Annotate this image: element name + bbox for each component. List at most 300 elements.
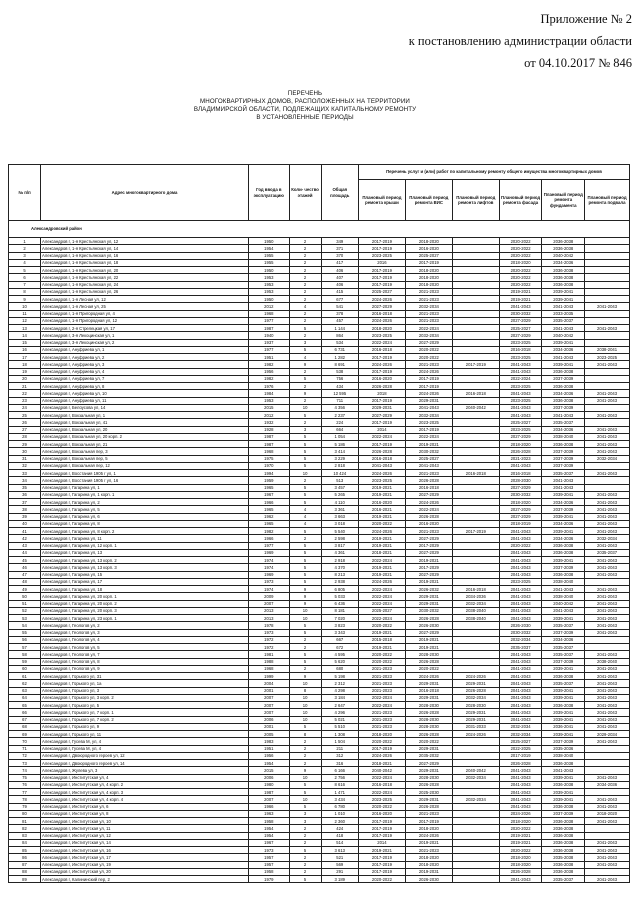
cell-area: 4 361	[321, 549, 358, 556]
cell-foundation: 2036-2038	[542, 803, 585, 810]
cell-engsys: 2023-2025	[405, 419, 452, 426]
cell-year: 1982	[249, 375, 290, 382]
cell-year: 1966	[249, 535, 290, 542]
cell-facade: 2041-2043	[499, 709, 542, 716]
cell-num: 27	[9, 426, 41, 433]
cell-foundation: 2041-2043	[542, 586, 585, 593]
table-row	[9, 368, 630, 375]
header-row-1	[9, 165, 630, 180]
cell-foundation: 2041-2043	[542, 484, 585, 491]
cell-year: 2007	[249, 796, 290, 803]
table-row	[9, 325, 630, 332]
cell-floors: 9	[289, 593, 321, 600]
cell-floors: 5	[289, 325, 321, 332]
cell-year: 1953	[249, 288, 290, 295]
cell-num: 28	[9, 433, 41, 440]
cell-foundation: 2039-2041	[542, 687, 585, 694]
table-row	[9, 491, 630, 498]
cell-area: 4 595	[321, 651, 358, 658]
table-row	[9, 832, 630, 839]
cell-facade: 2022-2024	[499, 375, 542, 382]
cell-foundation: 2041-2043	[542, 412, 585, 419]
table-row	[9, 455, 630, 462]
cell-foundation: 2039-2041	[542, 716, 585, 723]
cell-lift	[452, 651, 499, 658]
cell-roof: 2021-2023	[358, 709, 405, 716]
cell-roof: 2022-2024	[358, 615, 405, 622]
cell-num: 3	[9, 252, 41, 259]
cell-year: 1983	[249, 738, 290, 745]
cell-engsys: 2016-2020	[405, 245, 452, 252]
cell-foundation: 2037-2039	[542, 375, 585, 382]
cell-address: Александров г, Вокзальная ул, 20 корп. 2	[41, 433, 249, 440]
cell-lift	[452, 441, 499, 448]
cell-basement	[585, 752, 630, 759]
cell-lift: 2034-2036	[452, 593, 499, 600]
cell-basement	[585, 267, 630, 274]
cell-engsys: 2016-2018	[405, 484, 452, 491]
cell-floors: 10	[289, 607, 321, 614]
cell-area: 677	[321, 296, 358, 303]
cell-year: 2013	[249, 607, 290, 614]
cell-foundation: 2034-2036	[542, 426, 585, 433]
cell-address: Александров г, Гагарина ул, 20 корп. 2	[41, 600, 249, 607]
cell-foundation: 2036-2038	[542, 818, 585, 825]
cell-address: Александров г, Калининский пер, 2	[41, 876, 249, 883]
cell-floors: 5	[289, 528, 321, 535]
cell-roof: 2022-2024	[358, 702, 405, 709]
cell-year: 2012	[249, 412, 290, 419]
cell-num: 26	[9, 419, 41, 426]
table-row	[9, 281, 630, 288]
cell-roof: 2019-2021	[358, 644, 405, 651]
table-row	[9, 622, 630, 629]
cell-foundation: 2037-2039	[542, 462, 585, 469]
cell-floors: 3	[289, 426, 321, 433]
cell-floors: 5	[289, 578, 321, 585]
cell-lift	[452, 397, 499, 404]
cell-num: 48	[9, 578, 41, 585]
cell-facade: 2023-2025	[499, 397, 542, 404]
cell-year: 1987	[249, 789, 290, 796]
cell-basement: 2041-2043	[585, 593, 630, 600]
cell-foundation: 2035-2037	[542, 651, 585, 658]
cell-area: 10 424	[321, 470, 358, 477]
cell-floors: 5	[289, 622, 321, 629]
cell-basement: 2038-2040	[585, 658, 630, 665]
cell-lift	[452, 760, 499, 767]
cell-engsys: 2025-2030	[405, 789, 452, 796]
cell-floors: 9	[289, 586, 321, 593]
cell-year: 2005	[249, 731, 290, 738]
cell-address: Александров г, 1-я Лесная ул, 25	[41, 303, 249, 310]
cell-basement: 2041-2043	[585, 629, 630, 636]
cell-year: 1968	[249, 448, 290, 455]
cell-engsys: 2017-2019	[405, 259, 452, 266]
cell-num: 89	[9, 876, 41, 883]
table-row	[9, 578, 630, 585]
cell-basement: 2041-2043	[585, 680, 630, 687]
cell-foundation: 2036-2038	[542, 281, 585, 288]
cell-roof: 2017-2019	[358, 245, 405, 252]
cell-engsys: 2029-2031	[405, 694, 452, 701]
cell-facade: 2041-2043	[499, 368, 542, 375]
cell-roof: 2020-2022	[358, 622, 405, 629]
cell-address: Александров г, Гагарина ул, 11	[41, 535, 249, 542]
cell-roof: 2017-2019	[358, 281, 405, 288]
cell-floors: 9	[289, 673, 321, 680]
cell-roof: 2022-2024	[358, 593, 405, 600]
cell-num: 53	[9, 615, 41, 622]
cell-area: 1 504	[321, 738, 358, 745]
cell-floors: 2	[289, 477, 321, 484]
cell-area: 514	[321, 839, 358, 846]
cell-area: 1 144	[321, 325, 358, 332]
col-header-roof: Плановый период ремонта крыши	[358, 180, 405, 221]
cell-roof: 2017-2019	[358, 861, 405, 868]
cell-facade: 2021-2023	[499, 455, 542, 462]
cell-engsys: 2027-2029	[405, 549, 452, 556]
cell-address: Александров г, 1-я Крестьянская ул, 26	[41, 288, 249, 295]
table-row	[9, 571, 630, 578]
cell-area: 538	[321, 368, 358, 375]
cell-lift	[452, 506, 499, 513]
cell-lift	[452, 564, 499, 571]
cell-address: Александров г, Восстания 1905 г ул, 16	[41, 477, 249, 484]
cell-floors: 2	[289, 665, 321, 672]
cell-roof: 2040-2042	[358, 767, 405, 774]
cell-address: Александров г, Институтская ул, 20	[41, 868, 249, 875]
cell-year: 2007	[249, 694, 290, 701]
cell-lift	[452, 520, 499, 527]
cell-foundation: 2041-2043	[542, 767, 585, 774]
cell-roof: 2027-2029	[358, 303, 405, 310]
cell-facade: 2041-2043	[499, 789, 542, 796]
cell-year: 1932	[249, 419, 290, 426]
cell-address: Александров г, Горького ул, 1а	[41, 680, 249, 687]
cell-roof: 2019-2021	[358, 542, 405, 549]
cell-area: 5 510	[321, 723, 358, 730]
cell-area: 569	[321, 861, 358, 868]
cell-basement: 2041-2043	[585, 622, 630, 629]
col-header-foundation: Плановый период ремонта фундамента	[542, 180, 585, 221]
cell-engsys: 2018-2020	[405, 281, 452, 288]
cell-basement	[585, 296, 630, 303]
cell-floors: 5	[289, 629, 321, 636]
cell-engsys: 2016-2018	[405, 687, 452, 694]
cell-foundation: 2039-2041	[542, 288, 585, 295]
cell-num: 52	[9, 607, 41, 614]
cell-facade: 2018-2020	[499, 854, 542, 861]
cell-basement: 2041-2043	[585, 847, 630, 854]
cell-lift: 2032-2034	[452, 600, 499, 607]
cell-basement	[585, 419, 630, 426]
cell-area: 291	[321, 868, 358, 875]
cell-facade: 2016-2018	[499, 346, 542, 353]
cell-facade: 2041-2043	[499, 796, 542, 803]
table-row	[9, 861, 630, 868]
cell-facade: 2020-2022	[499, 238, 542, 245]
cell-area: 3 189	[321, 876, 358, 883]
cell-lift	[452, 267, 499, 274]
cell-lift	[452, 303, 499, 310]
cell-floors: 5	[289, 441, 321, 448]
table-row	[9, 651, 630, 658]
cell-num: 40	[9, 520, 41, 527]
cell-engsys: 2030-2032	[405, 448, 452, 455]
cell-address: Александров г, Гагарина ул, 17	[41, 578, 249, 585]
table-row	[9, 274, 630, 281]
table-row	[9, 868, 630, 875]
cell-facade: 2041-2043	[499, 767, 542, 774]
cell-facade: 2030-2032	[499, 310, 542, 317]
cell-lift	[452, 484, 499, 491]
cell-engsys: 2019-2021	[405, 644, 452, 651]
cell-engsys: 2027-2029	[405, 571, 452, 578]
cell-year: 1984	[249, 390, 290, 397]
cell-area: 521	[321, 854, 358, 861]
cell-foundation: 2036-2038	[542, 441, 585, 448]
cell-year: 1955	[249, 252, 290, 259]
cell-year: 1987	[249, 433, 290, 440]
cell-facade: 2041-2043	[499, 571, 542, 578]
cell-num: 58	[9, 651, 41, 658]
cell-area: 2 918	[321, 557, 358, 564]
cell-engsys: 2020-2022	[405, 738, 452, 745]
cell-num: 18	[9, 361, 41, 368]
cell-facade: 2041-2043	[499, 803, 542, 810]
table-row	[9, 470, 630, 477]
cell-area: 6 805	[321, 586, 358, 593]
cell-facade: 2027-2029	[499, 332, 542, 339]
cell-floors: 5	[289, 847, 321, 854]
cell-facade: 2041-2043	[499, 586, 542, 593]
cell-year: 1973	[249, 847, 290, 854]
cell-num: 25	[9, 412, 41, 419]
cell-foundation: 2036-2038	[542, 702, 585, 709]
cell-area: 672	[321, 644, 358, 651]
table-row	[9, 238, 630, 245]
cell-area: 5 265	[321, 491, 358, 498]
table-row	[9, 419, 630, 426]
table-row	[9, 687, 630, 694]
cell-num: 86	[9, 854, 41, 861]
section-title: Александровский район	[9, 221, 630, 238]
cell-engsys: 2025-2027	[405, 455, 452, 462]
cell-foundation: 2034-2036	[542, 636, 585, 643]
cell-address: Александров г, Гагарина ул, 5	[41, 506, 249, 513]
cell-roof: 2016-2018	[358, 781, 405, 788]
cell-area: 3 361	[321, 506, 358, 513]
cell-area: 4 356	[321, 404, 358, 411]
cell-facade: 2023-2025	[499, 426, 542, 433]
cell-area: 2 647	[321, 702, 358, 709]
cell-lift	[452, 419, 499, 426]
cell-lift	[452, 281, 499, 288]
cell-floors: 2	[289, 288, 321, 295]
cell-roof: 2021-2023	[358, 680, 405, 687]
table-row	[9, 361, 630, 368]
cell-facade: 2027-2029	[499, 317, 542, 324]
cell-basement	[585, 745, 630, 752]
cell-roof: 2023-2025	[358, 477, 405, 484]
cell-foundation: 2036-2038	[542, 847, 585, 854]
cell-facade: 2025-2027	[499, 738, 542, 745]
cell-year: 1965	[249, 484, 290, 491]
cell-floors: 2	[289, 854, 321, 861]
cell-basement	[585, 274, 630, 281]
cell-roof: 2025-2027	[358, 288, 405, 295]
cell-address: Александров г, Двоюродного героев ул, 14	[41, 760, 249, 767]
cell-floors: 2	[289, 281, 321, 288]
table-row	[9, 803, 630, 810]
cell-roof: 2017-2019	[358, 854, 405, 861]
table-row	[9, 296, 630, 303]
cell-facade: 2030-2032	[499, 491, 542, 498]
cell-roof: 2017-2019	[358, 238, 405, 245]
cell-address: Александров г, Гагарина ул, 6	[41, 513, 249, 520]
cell-foundation: 2041-2043	[542, 354, 585, 361]
cell-basement: 2041-2043	[585, 441, 630, 448]
cell-roof: 2014	[358, 426, 405, 433]
cell-num: 70	[9, 738, 41, 745]
cell-lift	[452, 252, 499, 259]
table-row	[9, 404, 630, 411]
cell-facade: 2018-2020	[499, 861, 542, 868]
cell-year: 2009	[249, 593, 290, 600]
cell-year: 1976	[249, 383, 290, 390]
cell-num: 64	[9, 694, 41, 701]
cell-facade: 2041-2043	[499, 361, 542, 368]
cell-num: 50	[9, 593, 41, 600]
cell-address: Александров г, Жулева ул, 3	[41, 767, 249, 774]
cell-floors: 2	[289, 419, 321, 426]
cell-roof: 2022-2024	[358, 339, 405, 346]
cell-engsys: 2018-2020	[405, 825, 452, 832]
cell-roof: 2021-2023	[358, 665, 405, 672]
cell-roof: 2017-2019	[358, 267, 405, 274]
cell-roof: 2041-2043	[358, 462, 405, 469]
table-row	[9, 607, 630, 614]
cell-num: 33	[9, 470, 41, 477]
cell-area: 2 818	[321, 462, 358, 469]
cell-roof: 2015-2018	[358, 636, 405, 643]
cell-area: 5 620	[321, 658, 358, 665]
cell-basement: 2034-2036	[585, 781, 630, 788]
cell-address: Александров г, Институтская ул, 8	[41, 810, 249, 817]
cell-facade: 2025-2027	[499, 325, 542, 332]
cell-num: 34	[9, 477, 41, 484]
cell-address: Александров г, Гагарина ул, 8	[41, 520, 249, 527]
cell-facade: 2019-2021	[499, 832, 542, 839]
cell-facade: 2018-2020	[499, 441, 542, 448]
cell-foundation: 2039-2041	[542, 339, 585, 346]
cell-basement	[585, 317, 630, 324]
cell-floors: 4	[289, 513, 321, 520]
cell-basement: 2041-2043	[585, 687, 630, 694]
cell-address: Александров г, 3-я Лекоцинская ул, 1	[41, 332, 249, 339]
cell-address: Александров г, Институтская ул, 16	[41, 847, 249, 854]
cell-area: 3 414	[321, 448, 358, 455]
cell-engsys: 2022-2024	[405, 433, 452, 440]
cell-num: 49	[9, 586, 41, 593]
cell-floors: 5	[289, 564, 321, 571]
cell-address: Александров г, Ануфриева ул, 1	[41, 346, 249, 353]
cell-facade: 2026-2028	[499, 868, 542, 875]
cell-lift	[452, 847, 499, 854]
cell-engsys: 2028-2030	[405, 716, 452, 723]
cell-year: 1967	[249, 839, 290, 846]
cell-facade: 2028-2030	[499, 477, 542, 484]
cell-roof: 2019-2021	[358, 484, 405, 491]
cell-year: 2007	[249, 709, 290, 716]
cell-address: Александров г, 3-я Лекоцинская ул, 2	[41, 339, 249, 346]
cell-area: 664	[321, 426, 358, 433]
cell-lift	[452, 665, 499, 672]
cell-address: Александров г, Горького ул, 31	[41, 673, 249, 680]
cell-year: 2001	[249, 687, 290, 694]
cell-lift	[452, 861, 499, 868]
cell-roof: 2024-2026	[358, 470, 405, 477]
cell-lift	[452, 274, 499, 281]
cell-engsys: 2029-2031	[405, 680, 452, 687]
cell-facade: 2041-2043	[499, 412, 542, 419]
cell-num: 78	[9, 796, 41, 803]
cell-engsys: 2028-2030	[405, 651, 452, 658]
cell-lift	[452, 818, 499, 825]
cell-engsys: 2017-2019	[405, 426, 452, 433]
cell-lift	[452, 810, 499, 817]
cell-lift	[452, 535, 499, 542]
cell-year: 1972	[249, 644, 290, 651]
cell-area: 1 308	[321, 731, 358, 738]
cell-foundation: 2035-2036	[542, 745, 585, 752]
cell-num: 47	[9, 571, 41, 578]
cell-roof: 2018-2020	[358, 731, 405, 738]
cell-num: 84	[9, 839, 41, 846]
cell-lift	[452, 354, 499, 361]
cell-roof: 2020-2022	[358, 738, 405, 745]
cell-foundation: 2039-2041	[542, 557, 585, 564]
cell-address: Александров г, Ануфриева ул, 4	[41, 368, 249, 375]
cell-year: 1962	[249, 513, 290, 520]
cell-num: 45	[9, 557, 41, 564]
cell-lift	[452, 368, 499, 375]
cell-year: 1950	[249, 267, 290, 274]
cell-year: 1953	[249, 274, 290, 281]
cell-roof: 2016	[358, 259, 405, 266]
cell-address: Александров г, Горького ул, 11	[41, 731, 249, 738]
cell-num: 23	[9, 397, 41, 404]
section-row	[9, 221, 630, 238]
table-row	[9, 586, 630, 593]
cell-facade: 2020-2022	[499, 847, 542, 854]
cell-year: 2015	[249, 404, 290, 411]
table-row	[9, 694, 630, 701]
cell-engsys: 2019-2021	[405, 578, 452, 585]
cell-floors: 2	[289, 383, 321, 390]
cell-basement: 2041-2043	[585, 803, 630, 810]
cell-lift: 2017-2019	[452, 361, 499, 368]
cell-foundation: 2037-2039	[542, 629, 585, 636]
cell-basement: 2041-2043	[585, 651, 630, 658]
table-row	[9, 564, 630, 571]
table-row	[9, 752, 630, 759]
cell-area: 7 020	[321, 615, 358, 622]
cell-basement: 2041-2043	[585, 499, 630, 506]
cell-floors: 5	[289, 557, 321, 564]
cell-roof: 2024-2026	[358, 317, 405, 324]
